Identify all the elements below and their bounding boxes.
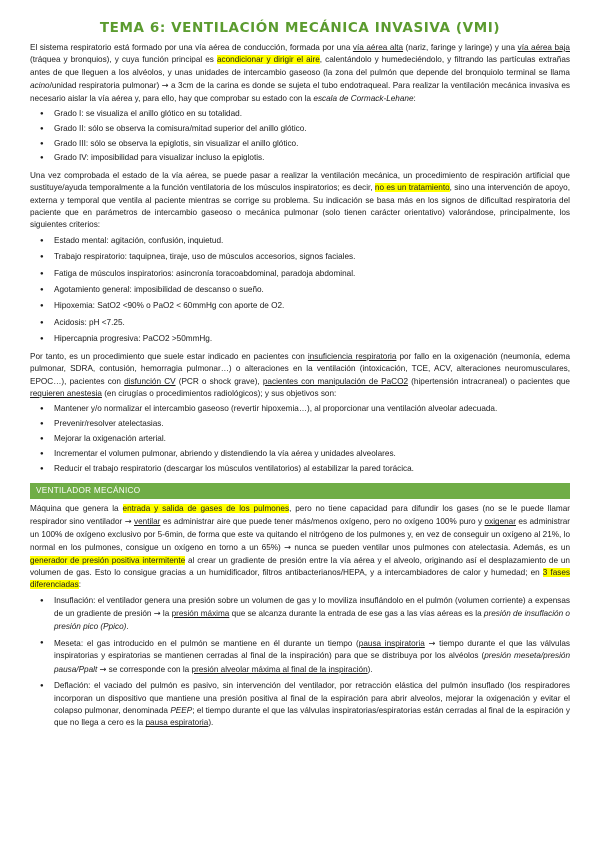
text-run: . [126,621,129,631]
text-run: /unidad respiratoria pulmonar) [49,81,162,91]
ventilator-paragraph [30,503,570,592]
highlighted-term: generador de presión positiva intermitente [30,555,186,565]
list-item: ● Hipoxemia: SatO2 <90% o PaO2 < 60mmHg con aporte de O2. [54,300,570,312]
highlighted-term: 3 fases diferenciadas [30,567,570,590]
list-item: ● Grado II: sólo se observa la comisura/mitad superior del anillo glótico. [54,123,570,135]
text-run: que se alcanza durante la entrada de ese gas a las vías aéreas es la [229,609,484,619]
list-item: ● Acidosis: pH <7.25. [54,317,570,329]
text-run: (hipertensión intracraneal) o pacientes que [408,376,570,386]
underlined-term: disfunción CV [124,376,176,386]
italic-term: acino [30,81,50,91]
list-item: ● Trabajo respiratorio: taquipnea, tiraje, uso de músculos accesorios, signos faciales. [54,251,570,263]
italic-term: escala de Cormack-Lehane [313,93,414,103]
text-run: por fallo en la oxigenación (neumonía, edema pulmonar, SDRA, contusión, hemorragia pulmonar…) o alteraciones en la ventilación (intoxicación, TCE, ACV, alteraciones neuromusculares, EPOC…), pacientes con [30,351,571,386]
arrow-right-icon: → [124,516,132,527]
list-item-meseta [54,637,570,676]
phases-list [30,595,570,730]
underlined-term: insuficiencia respiratoria [307,351,397,361]
patients-paragraph [30,351,570,401]
text-run: , sino una intervención de apoyo, externa y temporal que ventila al paciente mientras se corrige su problema. Su indicación se basa más en los signos de dificultad respiratoria del paciente que en parámetros de intercambio gaseoso o mecánica pulmonar (solo tienen carácter orientativo) valorándose, principalmente, los siguientes criterios: [30,183,570,230]
text-run: Por tanto, es un procedimiento que suele estar indicado en pacientes con [30,351,308,361]
italic-term: presión meseta/presión pausa/Ppalt [54,651,570,674]
text-run: Insuflación: el ventilador genera una presión sobre un volumen de gas y lo moviliza insuflándolo en el pulmón (volumen corriente) a expensas de un gradiente de presión [54,595,570,619]
text-run: nunca se pueden ventilar unos pulmones con atelectasia. Además, es un [291,543,570,553]
indication-paragraph [30,170,570,232]
underlined-term: ventilar [134,517,161,527]
text-run: es administrar aire que puede tener más/menos oxígeno, pero no oxígeno 100% puro y [160,517,485,527]
text-run: : [413,93,416,103]
text-run: Deflación: el vaciado del pulmón es pasivo, sin intervención del ventilador, por retracción elástica del pulmón insuflado (los respiradores incorporan un dispositivo que mantiene una presión positiva al final de la espiración para abrir alveolos, mejorar la oxigenación y evitar el colapso pulmonar, denominada [54,681,570,716]
text-run: tiempo durante el que las válvulas inspiratorias y espiratorias se mantienen cerradas al final de la inspiración) para que se distribuya por los alvéolos ( [54,638,570,661]
list-item: ● Grado III: sólo se observa la epiglotis, sin visualizar el anillo glótico. [54,138,570,150]
underlined-term: presión máxima [171,609,230,619]
list-item: ● Fatiga de músculos inspiratorios: asincronía toracoabdominal, paradoja abdominal. [54,268,570,280]
underlined-term: presión alveolar máxima al final de la inspiración [191,664,368,674]
list-item: ● Estado mental: agitación, confusión, inquietud. [54,235,570,247]
arrow-right-icon: → [153,608,161,619]
section-heading-ventilador: VENTILADOR MECÁNICO [30,483,570,499]
intro-paragraph [30,42,570,105]
highlighted-term: entrada y salida de gases de los pulmones [122,503,290,513]
text-run: ). [208,718,214,728]
text-run: la [160,609,172,619]
arrow-right-icon: → [99,663,107,674]
text-run: se corresponde con la [106,664,192,674]
list-item: ● Hipercapnia progresiva: PaCO2 >50mmHg. [54,333,570,345]
text-run: Una vez comprobada el estado de la vía aérea, se puede pasar a realizar la ventilación mecánica, un procedimiento de respiración artificial que sustituye/ayuda temporalmente a la función ventilatoria de los músculos inspiratorios; es decir, [30,170,570,193]
arrow-right-icon: → [161,80,169,91]
underlined-term: pausa espiratoria [145,718,209,728]
arrow-right-icon: → [428,637,436,648]
text-run: (PCR o shock grave), [175,376,263,386]
text-run: ; el tiempo durante el que las válvulas inspiratorias/espiratorias están cerradas al final de la espiración y que no llega a cero es la [54,706,570,728]
text-run: es administrar un 100% de oxígeno exclusivo por 5-6min, de forma que este va quitando el nitrógeno de los pulmones y, en vez de conseguir un oxígeno al 21%, lo normal en los pulmones, consigue un oxígeno en torno a un 65%) [30,517,570,553]
underlined-term: pacientes con manipulación de PaCO2 [262,376,409,386]
text-run: (tráquea y bronquios), y cuya función principal es [30,55,217,65]
underlined-term: vía aérea baja [517,43,570,52]
list-item: ● Grado IV: imposibilidad para visualizar incluso la epiglotis. [54,152,570,164]
text-run: al crear un gradiente de presión entre la vía aérea y el alveolo, originando así el desplazamiento de un volumen de gas. Esto lo consigue gracias a un humidificador, filtros antibacterianos/HEPA, y a intercambiadores de calor y humedad; en [30,555,570,577]
list-item-insuflacion [54,595,570,633]
list-item: ● Prevenir/resolver atelectasias. [54,418,570,430]
text-run: (en cirugías o procedimientos radiológicos); y sus objetivos son: [101,388,337,398]
underlined-term: oxigenar [484,517,516,527]
text-run: El sistema respiratorio está formado por una vía aérea de conducción, formada por una [30,43,353,52]
text-run: , pero no tiene capacidad para difundir los gases (no se le puede llamar respirador sino ventilador [30,503,570,527]
highlighted-term: no es un tratamiento [374,183,450,193]
text-run: a 3cm de la carina es donde se sujeta el tubo endotraqueal. Para realizar la ventilación mecánica invasiva es necesario aislar la vía aérea y, para ello, hay que comprobar su estado con la [30,81,570,103]
list-item: ● Reducir el trabajo respiratorio (descargar los músculos ventilatorios) al estabilizar la pared torácica. [54,463,570,475]
document-title: TEMA 6: VENTILACIÓN MECÁNICA INVASIVA (VMI) [99,20,501,36]
underlined-term: pausa inspiratoria [358,638,425,648]
highlighted-term: acondicionar y dirigir el aire [216,55,320,65]
underlined-term: requieren anestesia [30,388,102,398]
arrow-right-icon: → [284,542,291,553]
list-item: ● Incrementar el volumen pulmonar, abriendo y distendiendo la vía aérea y unidades alveolares. [54,448,570,460]
list-item: ● Agotamiento general: imposibilidad de descanso o sueño. [54,284,570,296]
italic-term: PEEP [170,706,193,716]
text-run: , calentándolo y humedeciéndolo, y filtrando las partículas extrañas antes de que lleguen a los alvéolos, y unas unidades de intercambio gaseoso (la zona del pulmón que depende del bronquiolo terminal se llama [30,55,570,77]
criteria-list [30,235,570,346]
text-run: Máquina que genera la [30,503,123,513]
list-item: ● Grado I: se visualiza el anillo glótico en su totalidad. [54,108,570,120]
cormack-lehane-grades-list [30,108,570,165]
list-item-deflacion [54,680,570,730]
list-item: ● Mejorar la oxigenación arterial. [54,433,570,445]
underlined-term: vía aérea alta [352,43,404,52]
text-run: : [78,580,81,590]
text-run: Meseta: el gas introducido en el pulmón se mantiene en él durante un tiempo ( [54,638,359,648]
text-run: (nariz, faringe y laringe) y una [403,43,518,52]
text-run: ). [367,664,373,674]
italic-term: presión de insuflación o presión pico (Ppico) [54,609,570,631]
list-item: ● Mantener y/o normalizar el intercambio gaseoso (revertir hipoxemia…), al proporcionar una ventilación alveolar adecuada. [54,403,570,415]
objectives-list [30,403,570,475]
